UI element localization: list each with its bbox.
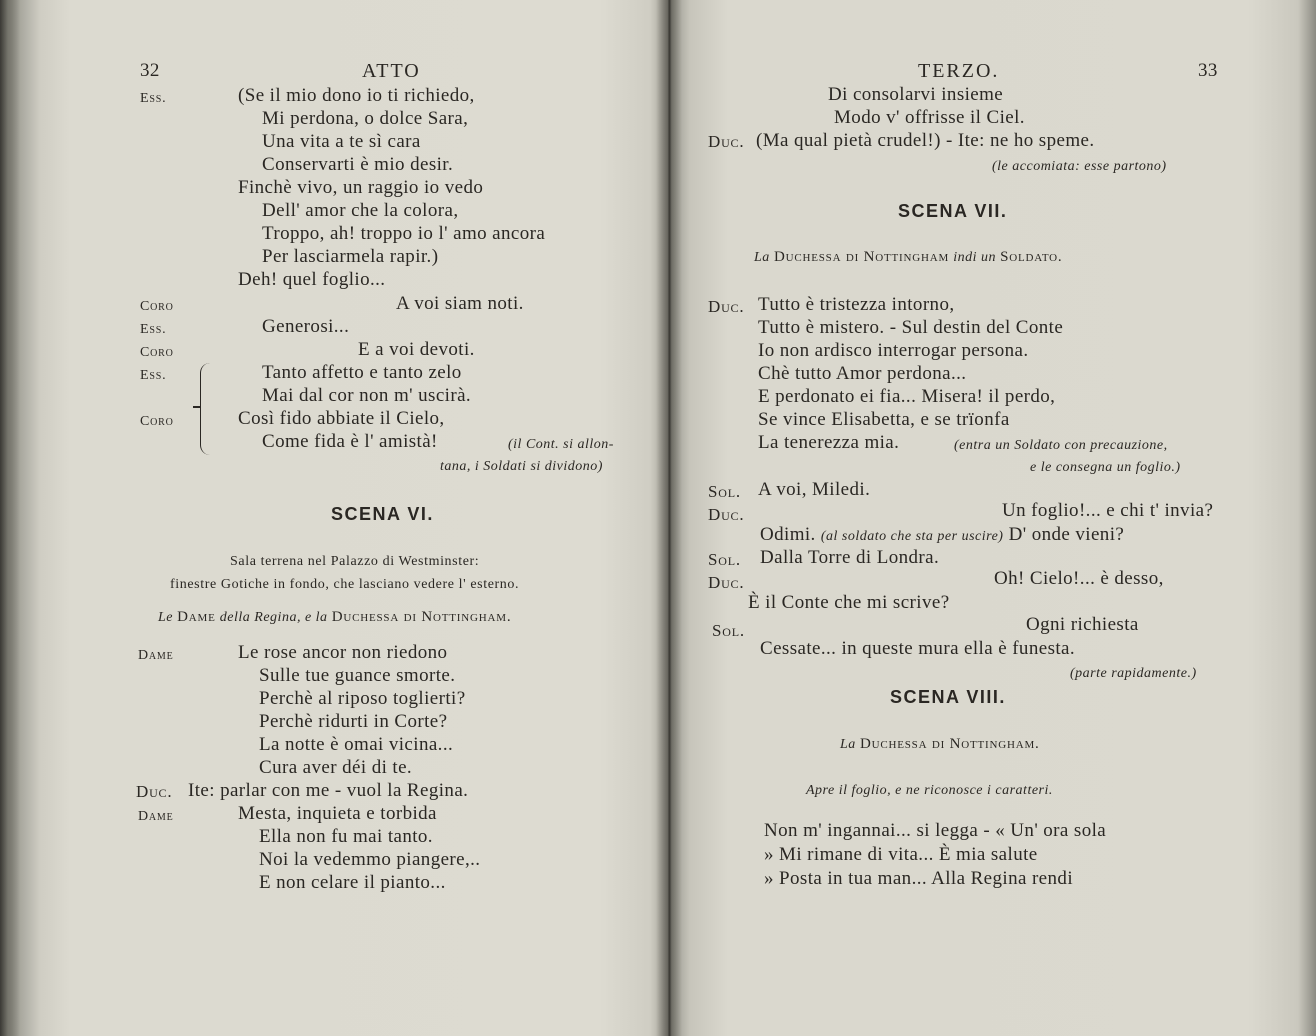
page-number-right: 33 (1198, 60, 1218, 81)
stage-direction: tana, i Soldati si dividono) (440, 459, 603, 474)
scene-title: SCENA VI. (331, 504, 434, 524)
verse-line: Una vita a te sì cara (262, 131, 421, 152)
verse-line: Come fida è l' amistà! (262, 431, 438, 452)
letter-line: Non m' ingannai... si legga - « Un' ora sola (764, 820, 1107, 841)
scene-description: Sala terrena nel Palazzo di Westminster: (230, 554, 480, 569)
scene-description: finestre Gotiche in fondo, che lasciano vedere l' esterno. (170, 577, 520, 592)
verse-line: Ella non fu mai tanto. (259, 826, 433, 847)
page-number-left: 32 (140, 60, 160, 81)
speaker-label: Duc. (136, 782, 173, 801)
verse-line: Tutto è tristezza intorno, (758, 294, 955, 315)
speaker-label: Duc. (708, 297, 745, 316)
speaker-label: Coro (140, 299, 174, 314)
stage-direction: (le accomiata: esse partono) (992, 159, 1167, 174)
book-gutter (656, 0, 682, 1036)
verse-line: Dalla Torre di Londra. (760, 547, 940, 568)
verse-line: Se vince Elisabetta, e se trïonfa (758, 409, 1010, 430)
verse-line: Conservarti è mio desir. (262, 154, 454, 175)
verse-line: Generosi... (262, 316, 350, 337)
verse-line: Deh! quel foglio... (238, 269, 386, 290)
speaker-label: Ess. (140, 91, 167, 106)
stage-direction: (il Cont. si allon- (508, 437, 614, 452)
verse-line: Oh! Cielo!... è desso, (994, 568, 1164, 589)
verse-line: Perchè al riposo toglierti? (259, 688, 466, 709)
speaker-label: Sol. (708, 550, 741, 569)
verse-line: E perdonato ei fia... Misera! il perdo, (758, 386, 1056, 407)
verse-line: Finchè vivo, un raggio io vedo (238, 177, 484, 198)
verse-line: Perchè ridurti in Corte? (259, 711, 448, 732)
verse-line: Ite: parlar con me - vuol la Regina. (188, 780, 469, 801)
verse-line: Tanto affetto e tanto zelo (262, 362, 462, 383)
speaker-label: Sol. (708, 482, 741, 501)
verse-line: E non celare il pianto... (259, 872, 446, 893)
verse-line: Troppo, ah! troppo io l' amo ancora (262, 223, 546, 244)
verse-line: Di consolarvi insieme (828, 84, 1004, 105)
running-head-right: TERZO. (918, 60, 1000, 82)
verse-line: Dell' amor che la colora, (262, 200, 459, 221)
verse-line: Cessate... in queste mura ella è funesta. (760, 638, 1076, 659)
speaker-label: Duc. (708, 573, 745, 592)
chorus-brace (200, 363, 215, 455)
speaker-label: Duc. (708, 132, 745, 151)
verse-line: La notte è omai vicina... (259, 734, 454, 755)
speaker-label: Coro (140, 414, 174, 429)
stage-direction: e le consegna un foglio.) (1030, 460, 1181, 475)
verse-line: Noi la vedemmo piangere,.. (259, 849, 481, 870)
cast-line: La Duchessa di Nottingham indi un Soldato. (754, 249, 1063, 265)
cast-line: Le Dame della Regina, e la Duchessa di Nottingham. (158, 609, 512, 625)
letter-line: » Mi rimane di vita... È mia salute (764, 844, 1038, 865)
verse-line: A voi siam noti. (396, 293, 524, 314)
speaker-label: Dame (138, 809, 174, 824)
verse-line: Io non ardisco interrogar persona. (758, 340, 1029, 361)
speaker-label: Ess. (140, 322, 167, 337)
verse-line: Mai dal cor non m' uscirà. (262, 385, 472, 406)
stage-direction: (entra un Soldato con precauzione, (954, 438, 1168, 453)
speaker-label: Coro (140, 345, 174, 360)
verse-line: Così fido abbiate il Cielo, (238, 408, 445, 429)
scene-title: SCENA VIII. (890, 687, 1006, 707)
verse-line: E a voi devoti. (358, 339, 475, 360)
letter-line: » Posta in tua man... Alla Regina rendi (764, 868, 1073, 889)
right-page (668, 0, 1316, 1036)
cast-line: La Duchessa di Nottingham. (840, 736, 1040, 752)
verse-line: Odimi. (al soldato che sta per uscire) D' onde vieni? (760, 524, 1125, 545)
verse-line: Tutto è mistero. - Sul destin del Conte (758, 317, 1064, 338)
verse-line: Mi perdona, o dolce Sara, (262, 108, 469, 129)
page-edge-shadow (0, 0, 20, 1036)
verse-line: Sulle tue guance smorte. (259, 665, 456, 686)
verse-line: Le rose ancor non riedono (238, 642, 448, 663)
verse-line: Un foglio!... e chi t' invia? (1002, 500, 1214, 521)
scene-title: SCENA VII. (898, 201, 1008, 221)
stage-direction: Apre il foglio, e ne riconosce i caratteri. (806, 783, 1053, 798)
verse-line: A voi, Miledi. (758, 479, 871, 500)
verse-line: Per lasciarmela rapir.) (262, 246, 439, 267)
running-head-left: ATTO (362, 60, 421, 82)
verse-line: Mesta, inquieta e torbida (238, 803, 437, 824)
speaker-label: Sol. (712, 621, 745, 640)
stage-direction: (parte rapidamente.) (1070, 666, 1197, 681)
speaker-label: Dame (138, 648, 174, 663)
verse-line: (Ma qual pietà crudel!) - Ite: ne ho speme. (756, 130, 1095, 151)
verse-line: (Se il mio dono io ti richiedo, (238, 85, 475, 106)
verse-line: La tenerezza mia. (758, 432, 900, 453)
speaker-label: Ess. (140, 368, 167, 383)
verse-line: Chè tutto Amor perdona... (758, 363, 967, 384)
verse-line: Cura aver déi di te. (259, 757, 413, 778)
verse-line: Modo v' offrisse il Ciel. (834, 107, 1025, 128)
speaker-label: Duc. (708, 505, 745, 524)
verse-line: Ogni richiesta (1026, 614, 1139, 635)
verse-line: È il Conte che mi scrive? (748, 592, 950, 613)
